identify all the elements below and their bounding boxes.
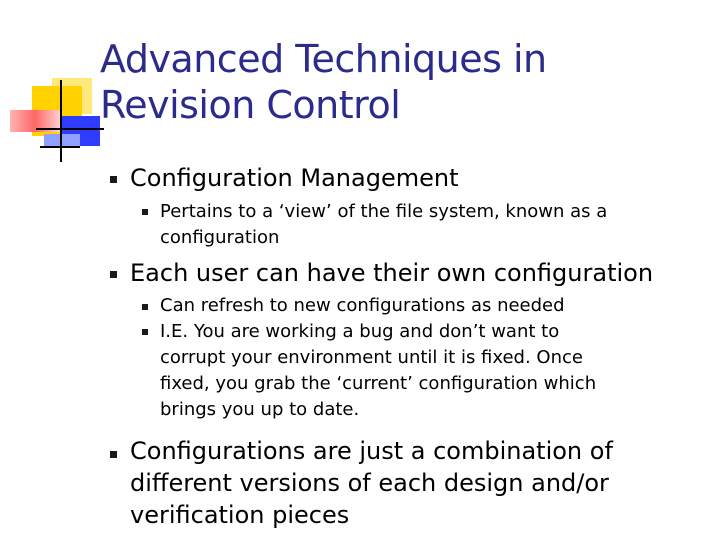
square-bullet-icon	[142, 329, 148, 335]
logo-vertical-line	[60, 80, 62, 162]
title-line-2: Revision Control	[100, 83, 401, 127]
bullet-1-sub-1-line-2: configuration	[160, 227, 280, 248]
decorative-logo	[0, 0, 110, 170]
square-bullet-icon	[110, 271, 117, 278]
bullet-2-sub-2-line-2: corrupt your environment until it is fixed. Once	[160, 347, 583, 368]
bullet-1-sub-1-line-1: Pertains to a ‘view’ of the file system, known as a	[160, 201, 608, 222]
bullet-3-line-2: different versions of each design and/or	[130, 469, 609, 497]
slide-title	[100, 36, 700, 128]
title-line-1: Advanced Techniques in	[100, 37, 547, 81]
bullet-1-text: Configuration Management	[130, 164, 459, 192]
logo-horizontal-line	[36, 128, 104, 130]
bullet-3-line-3: verification pieces	[130, 501, 350, 529]
bullet-2-sub-1-line-1: Can refresh to new configurations as needed	[160, 295, 565, 316]
bullet-2-text: Each user can have their own configuration	[130, 259, 654, 287]
square-bullet-icon	[142, 304, 148, 310]
bullet-3-line-1: Configurations are just a combination of	[130, 437, 613, 465]
logo-horizontal-line-2	[40, 146, 80, 148]
square-bullet-icon	[110, 451, 117, 458]
logo-block-light-blue	[44, 134, 80, 146]
bullet-2-sub-2-line-4: brings you up to date.	[160, 399, 360, 420]
bullet-2-sub-2-line-3: fixed, you grab the ‘current’ configuration which	[160, 373, 597, 394]
square-bullet-icon	[142, 209, 148, 215]
bullet-2-sub-2-line-1: I.E. You are working a bug and don’t want to	[160, 321, 560, 342]
square-bullet-icon	[110, 176, 117, 183]
